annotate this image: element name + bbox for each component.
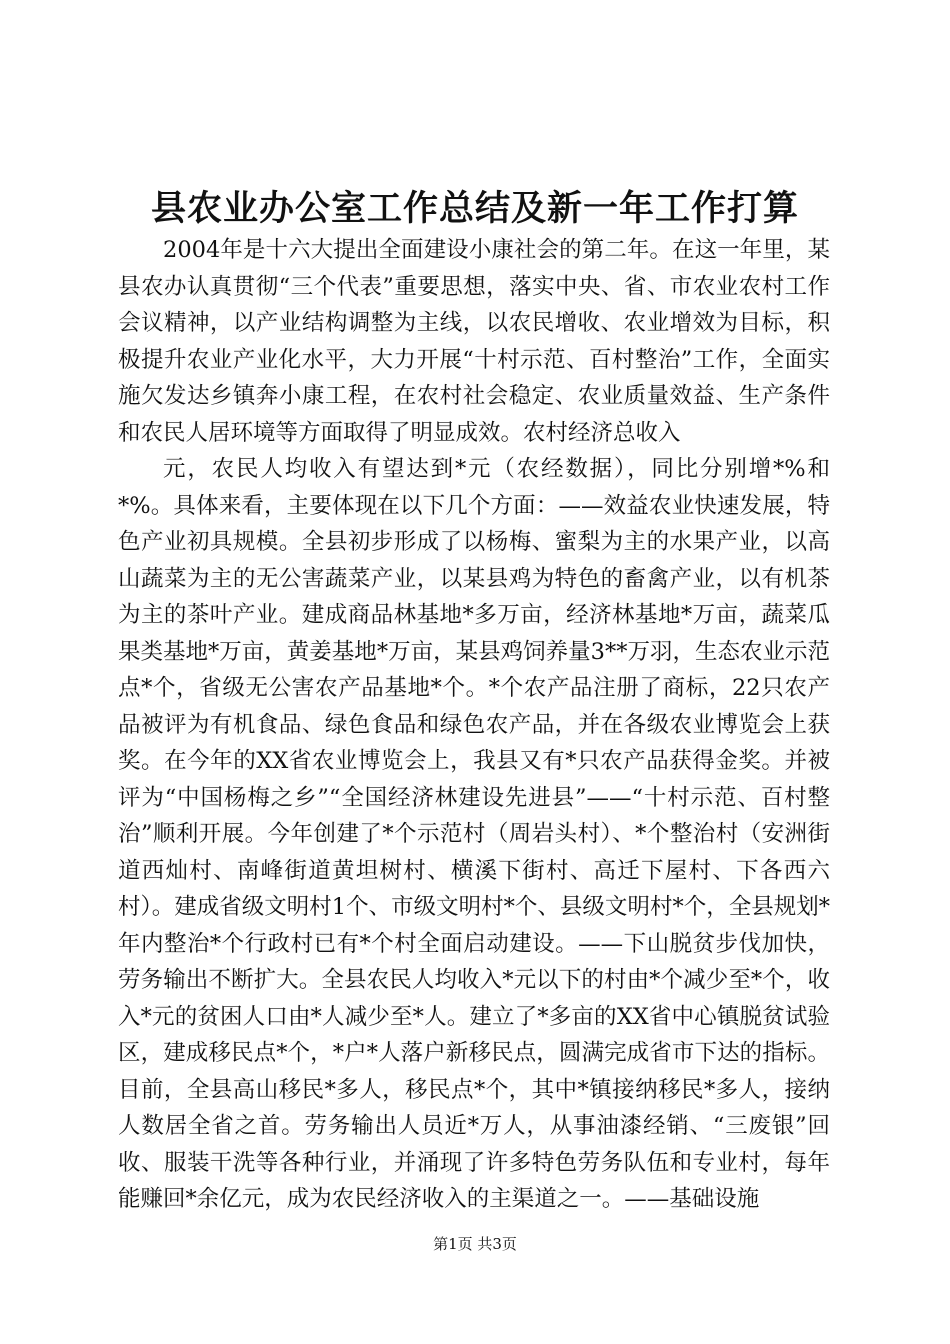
page-footer: 第1页 共3页	[433, 1235, 517, 1253]
document-title: 县农业办公室工作总结及新一年工作打算	[150, 188, 799, 229]
document-body	[118, 232, 830, 1218]
paragraph-2: 元，农民人均收入有望达到*元（农经数据），同比分别增*%和*%。具体来看，主要体现在以下几个方面：——效益农业快速发展，特色产业初具规模。全县初步形成了以杨梅、蜜梨为主的水果产业，以高山蔬菜为主的无公害蔬菜产业，以某县鸡为特色的畜禽产业，以有机茶为主的茶叶产业。建成商品林基地*多万亩，经济林基地*万亩，蔬菜瓜果类基地*万亩，黄姜基地*万亩，某县鸡饲养量3**万羽，生态农业示范点*个，省级无公害农产品基地*个。*个农产品注册了商标，22只农产品被评为有机食品、绿色食品和绿色农产品，并在各级农业博览会上获奖。在今年的XX省农业博览会上，我县又有*只农产品获得金奖。并被评为“中国杨梅之乡”“全国经济林建设先进县”——“十村示范、百村整治”顺利开展。今年创建了*个示范村（周岩头村）、*个整治村（安洲街道西灿村、南峰街道黄坦树村、横溪下街村、高迁下屋村、下各西六村）。建成省级文明村1个、市级文明村*个、县级文明村*个，全县规划*年内整治*个行政村已有*个村全面启动建设。——下山脱贫步伐加快，劳务输出不断扩大。全县农民人均收入*元以下的村由*个减少至*个，收入*元的贫困人口由*人减少至*人。建立了*多亩的XX省中心镇脱贫试验区，建成移民点*个，*户*人落户新移民点，圆满完成省市下达的指标。目前，全县高山移民*多人，移民点*个，其中*镇接纳移民*多人，接纳人数居全省之首。劳务输出人员近*万人，从事油漆经销、“三废银”回收、服装干洗等各种行业，并涌现了许多特色劳务队伍和专业村，每年能赚回*余亿元，成为农民经济收入的主渠道之一。——基础设施	[118, 456, 830, 1212]
paragraph-1: 2004年是十六大提出全面建设小康社会的第二年。在这一年里，某县农办认真贯彻“三个代表”重要思想，落实中央、省、市农业农村工作会议精神，以产业结构调整为主线，以农民增收、农业增效为目标，积极提升农业产业化水平，大力开展“十村示范、百村整治”工作，全面实施欠发达乡镇奔小康工程，在农村社会稳定、农业质量效益、生产条件和农民人居环境等方面取得了明显成效。农村经济总收入	[118, 237, 830, 446]
